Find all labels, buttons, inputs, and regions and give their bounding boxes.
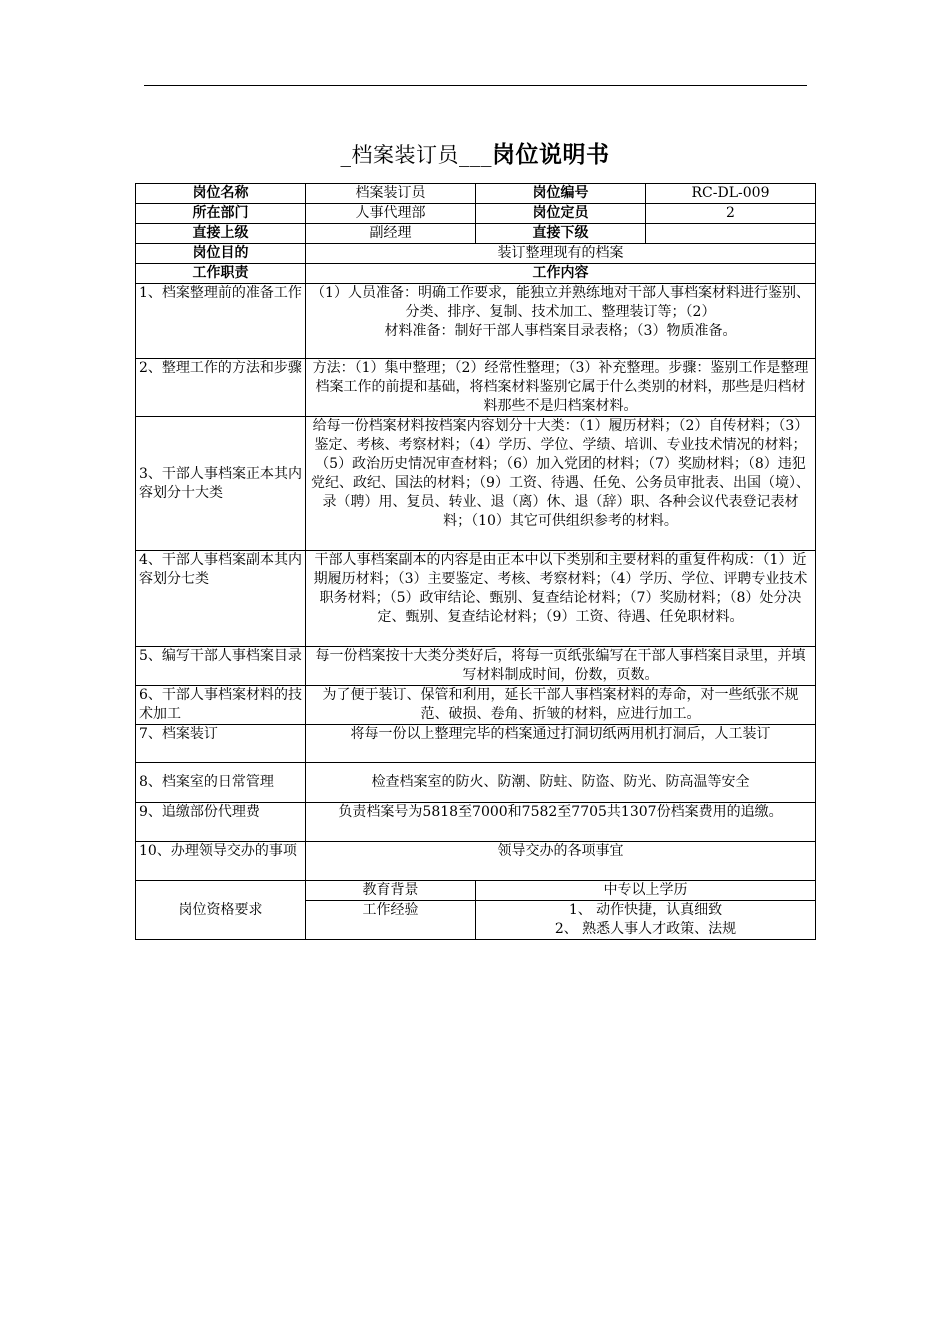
post-name-value: 档案装订员 (306, 184, 476, 204)
row-purpose (136, 244, 816, 264)
qualification-row-education (136, 881, 816, 901)
duty-content: 干部人事档案副本的内容是由正本中以下类别和主要材料的重复件构成：（1）近期履历材料；（3）主要鉴定、考核、考察材料；（4）学历、学位、评聘专业技术职务材料；（5）政审结论、甄别、复查结论材料；（7）奖励材料；（8）处分决定、甄别、复查结论材料；（9）工资、待遇、任免职材料。 (306, 551, 816, 647)
education-label: 教育背景 (306, 881, 476, 901)
header-rule (144, 85, 807, 86)
duty-content: 给每一份档案材料按档案内容划分十大类：（1）履历材料；（2）自传材料；（3）鉴定、考核、考察材料；（4）学历、学位、学绩、培训、专业技术情况的材料；（5）政治历史情况审查材料；（6）加入党团的材料；（7）奖励材料；（8）违犯党纪、政纪、国法的材料；（9）工资、待遇、任免、公务员审批表、出国（境）、录（聘）用、复员、转业、退（离）休、退（辞）职、各种会议代表登记表材料；（10）其它可供组织参考的材料。 (306, 417, 816, 551)
education-value: 中专以上学历 (476, 881, 816, 901)
duty-row-8 (136, 763, 816, 803)
experience-value (476, 901, 816, 940)
duty-title: 1、档案整理前的准备工作 (136, 284, 306, 359)
title-prefix: _档案装订员___ (340, 143, 492, 167)
duty-row-2 (136, 359, 816, 417)
row-post-name (136, 184, 816, 204)
purpose-value: 装订整理现有的档案 (306, 244, 816, 264)
quota-label: 岗位定员 (476, 204, 646, 224)
duty-row-1 (136, 284, 816, 359)
duty-content: 领导交办的各项事宜 (306, 842, 816, 881)
document-title (0, 136, 950, 169)
superior-label: 直接上级 (136, 224, 306, 244)
purpose-label: 岗位目的 (136, 244, 306, 264)
subordinate-value (646, 224, 816, 244)
duty-row-7 (136, 725, 816, 763)
qualification-label: 岗位资格要求 (136, 881, 306, 940)
duty-content: 每一份档案按十大类分类好后，将每一页纸张编写在干部人事档案目录里，并填写材料制成时间，份数，页数。 (306, 647, 816, 686)
duty-content: 方法：（1）集中整理；（2）经常性整理；（3）补充整理。步骤：鉴别工作是整理档案工作的前提和基础，将档案材料鉴别它属于什么类别的材料，那些是归档材料那些不是归档案材料。 (306, 359, 816, 417)
duty-title: 3、干部人事档案正本其内容划分十大类 (136, 417, 306, 551)
experience-label: 工作经验 (306, 901, 476, 940)
duty-content: 将每一份以上整理完毕的档案通过打洞切纸两用机打洞后，人工装订 (306, 725, 816, 763)
duty-content: 负责档案号为5818至7000和7582至7705共1307份档案费用的追缴。 (306, 803, 816, 842)
duty-content (306, 284, 816, 359)
subordinate-label: 直接下级 (476, 224, 646, 244)
duty-title: 10、办理领导交办的事项 (136, 842, 306, 881)
duty-row-6 (136, 686, 816, 725)
content-column-header: 工作内容 (306, 264, 816, 284)
post-code-value: RC-DL-009 (646, 184, 816, 204)
row-department (136, 204, 816, 224)
duty-column-header: 工作职责 (136, 264, 306, 284)
duty-title: 5、编写干部人事档案目录 (136, 647, 306, 686)
row-superior (136, 224, 816, 244)
duty-row-4 (136, 551, 816, 647)
duty-row-9 (136, 803, 816, 842)
duty-title: 2、整理工作的方法和步骤 (136, 359, 306, 417)
experience-item: 1、 动作快捷，认真细致 (568, 902, 723, 918)
row-column-headers (136, 264, 816, 284)
duty-title: 4、干部人事档案副本其内容划分七类 (136, 551, 306, 647)
duty-content-line: 材料准备：制好干部人事档案目录表格；（3）物质准备。 (384, 323, 737, 339)
duty-content: 检查档案室的防火、防潮、防蛀、防盗、防光、防高温等安全 (306, 763, 816, 803)
duty-title: 7、档案装订 (136, 725, 306, 763)
duty-title: 6、干部人事档案材料的技术加工 (136, 686, 306, 725)
superior-value: 副经理 (306, 224, 476, 244)
duty-row-3 (136, 417, 816, 551)
title-main: 岗位说明书 (492, 141, 610, 168)
dept-label: 所在部门 (136, 204, 306, 224)
duty-row-5 (136, 647, 816, 686)
quota-value: 2 (646, 204, 816, 224)
duty-title: 9、追缴部份代理费 (136, 803, 306, 842)
duty-title: 8、档案室的日常管理 (136, 763, 306, 803)
dept-value: 人事代理部 (306, 204, 476, 224)
duty-content: 为了便于装订、保管和利用，延长干部人事档案材料的寿命，对一些纸张不规范、破损、卷角、折皱的材料，应进行加工。 (306, 686, 816, 725)
duty-content-line: （1）人员准备：明确工作要求，能独立并熟练地对干部人事档案材料进行鉴别、分类、排序、复制、技术加工、整理装订等；（2） (311, 285, 810, 320)
post-code-label: 岗位编号 (476, 184, 646, 204)
post-name-label: 岗位名称 (136, 184, 306, 204)
experience-item: 2、 熟悉人事人才政策、法规 (554, 921, 737, 937)
duty-row-10 (136, 842, 816, 881)
job-description-table (135, 183, 816, 940)
